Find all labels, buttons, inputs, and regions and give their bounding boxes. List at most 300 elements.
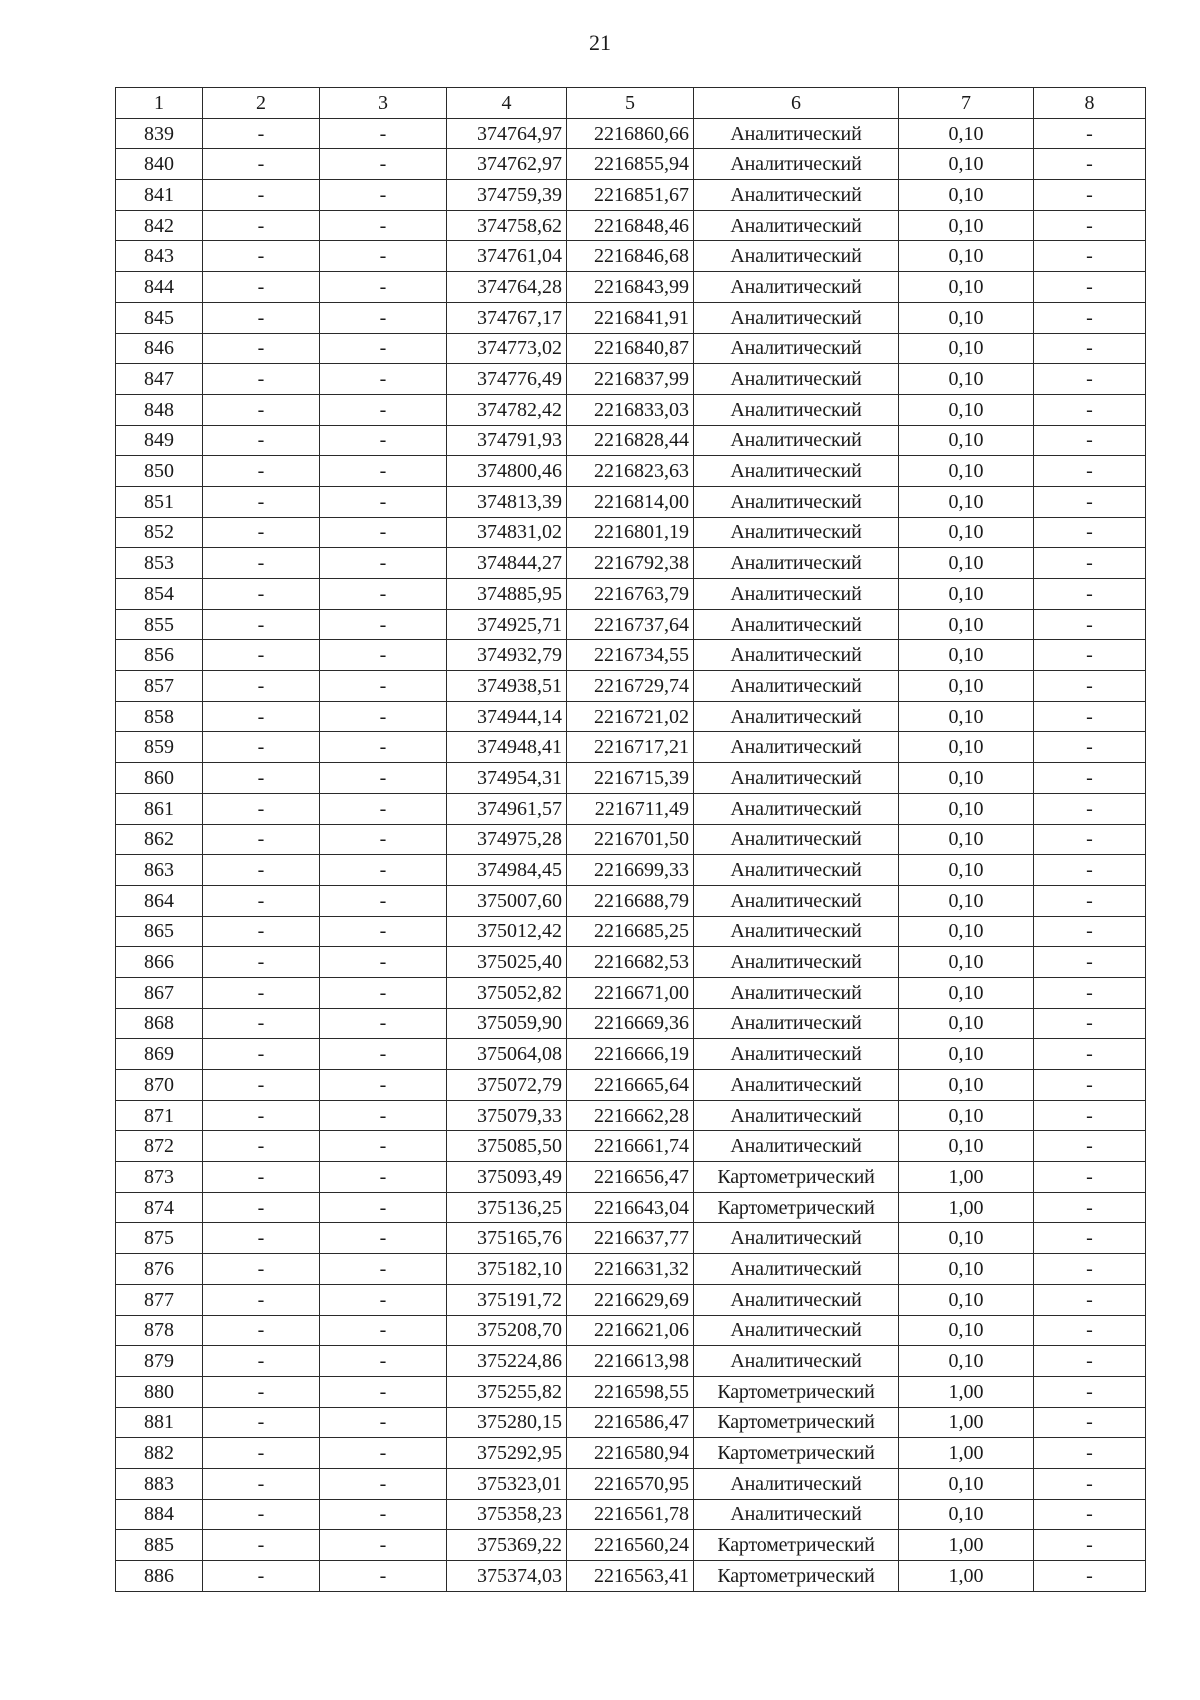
table-row	[116, 272, 1146, 303]
point-number-cell: 841	[116, 180, 203, 211]
col2-cell: -	[203, 394, 320, 425]
point-number-cell: 877	[116, 1284, 203, 1315]
point-number-cell: 869	[116, 1039, 203, 1070]
table-row	[116, 486, 1146, 517]
accuracy-cell: 0,10	[899, 640, 1034, 671]
col2-cell: -	[203, 425, 320, 456]
x-coordinate-cell: 375165,76	[447, 1223, 567, 1254]
col3-cell: -	[320, 456, 447, 487]
x-coordinate-cell: 374800,46	[447, 456, 567, 487]
col3-cell: -	[320, 701, 447, 732]
col8-cell: -	[1034, 1561, 1146, 1592]
col2-cell: -	[203, 885, 320, 916]
table-row	[116, 210, 1146, 241]
accuracy-cell: 0,10	[899, 885, 1034, 916]
col2-cell: -	[203, 640, 320, 671]
col3-cell: -	[320, 210, 447, 241]
method-cell: Картометрический	[694, 1162, 899, 1193]
x-coordinate-cell: 375085,50	[447, 1131, 567, 1162]
y-coordinate-cell: 2216643,04	[567, 1192, 694, 1223]
column-header: 8	[1034, 88, 1146, 119]
table-row	[116, 885, 1146, 916]
table-row	[116, 1346, 1146, 1377]
x-coordinate-cell: 375025,40	[447, 947, 567, 978]
accuracy-cell: 0,10	[899, 1254, 1034, 1285]
table-row	[116, 1284, 1146, 1315]
col8-cell: -	[1034, 763, 1146, 794]
col3-cell: -	[320, 609, 447, 640]
y-coordinate-cell: 2216598,55	[567, 1376, 694, 1407]
col2-cell: -	[203, 118, 320, 149]
col3-cell: -	[320, 1131, 447, 1162]
y-coordinate-cell: 2216669,36	[567, 1008, 694, 1039]
point-number-cell: 855	[116, 609, 203, 640]
accuracy-cell: 0,10	[899, 272, 1034, 303]
x-coordinate-cell: 375369,22	[447, 1530, 567, 1561]
col2-cell: -	[203, 1561, 320, 1592]
page-number: 21	[589, 30, 611, 55]
x-coordinate-cell: 375280,15	[447, 1407, 567, 1438]
table-row	[116, 1100, 1146, 1131]
x-coordinate-cell: 374844,27	[447, 548, 567, 579]
y-coordinate-cell: 2216833,03	[567, 394, 694, 425]
point-number-cell: 867	[116, 977, 203, 1008]
y-coordinate-cell: 2216637,77	[567, 1223, 694, 1254]
point-number-cell: 849	[116, 425, 203, 456]
x-coordinate-cell: 374813,39	[447, 486, 567, 517]
point-number-cell: 845	[116, 302, 203, 333]
y-coordinate-cell: 2216860,66	[567, 118, 694, 149]
table-header-row	[116, 88, 1146, 119]
col2-cell: -	[203, 1284, 320, 1315]
col8-cell: -	[1034, 579, 1146, 610]
x-coordinate-cell: 374961,57	[447, 793, 567, 824]
col2-cell: -	[203, 1315, 320, 1346]
col8-cell: -	[1034, 1100, 1146, 1131]
method-cell: Аналитический	[694, 1131, 899, 1162]
col8-cell: -	[1034, 1162, 1146, 1193]
col8-cell: -	[1034, 210, 1146, 241]
x-coordinate-cell: 374885,95	[447, 579, 567, 610]
accuracy-cell: 0,10	[899, 180, 1034, 211]
accuracy-cell: 1,00	[899, 1438, 1034, 1469]
y-coordinate-cell: 2216570,95	[567, 1468, 694, 1499]
col3-cell: -	[320, 1070, 447, 1101]
col2-cell: -	[203, 763, 320, 794]
point-number-cell: 844	[116, 272, 203, 303]
method-cell: Аналитический	[694, 333, 899, 364]
col3-cell: -	[320, 302, 447, 333]
col8-cell: -	[1034, 1223, 1146, 1254]
point-number-cell: 842	[116, 210, 203, 241]
method-cell: Аналитический	[694, 210, 899, 241]
col8-cell: -	[1034, 1468, 1146, 1499]
method-cell: Аналитический	[694, 640, 899, 671]
point-number-cell: 857	[116, 671, 203, 702]
point-number-cell: 856	[116, 640, 203, 671]
col8-cell: -	[1034, 517, 1146, 548]
method-cell: Аналитический	[694, 118, 899, 149]
col8-cell: -	[1034, 548, 1146, 579]
col3-cell: -	[320, 1530, 447, 1561]
col3-cell: -	[320, 118, 447, 149]
col8-cell: -	[1034, 272, 1146, 303]
table-row	[116, 1499, 1146, 1530]
method-cell: Аналитический	[694, 732, 899, 763]
col3-cell: -	[320, 1346, 447, 1377]
table-row	[116, 302, 1146, 333]
table-body	[116, 118, 1146, 1591]
method-cell: Аналитический	[694, 701, 899, 732]
method-cell: Аналитический	[694, 149, 899, 180]
y-coordinate-cell: 2216715,39	[567, 763, 694, 794]
method-cell: Аналитический	[694, 793, 899, 824]
accuracy-cell: 0,10	[899, 579, 1034, 610]
col3-cell: -	[320, 1039, 447, 1070]
accuracy-cell: 0,10	[899, 302, 1034, 333]
col8-cell: -	[1034, 1376, 1146, 1407]
point-number-cell: 843	[116, 241, 203, 272]
method-cell: Аналитический	[694, 1315, 899, 1346]
accuracy-cell: 0,10	[899, 1100, 1034, 1131]
y-coordinate-cell: 2216801,19	[567, 517, 694, 548]
point-number-cell: 885	[116, 1530, 203, 1561]
table-row	[116, 1561, 1146, 1592]
table-row	[116, 149, 1146, 180]
col2-cell: -	[203, 302, 320, 333]
col2-cell: -	[203, 579, 320, 610]
table-row	[116, 1223, 1146, 1254]
table-row	[116, 1039, 1146, 1070]
col3-cell: -	[320, 732, 447, 763]
col2-cell: -	[203, 1468, 320, 1499]
method-cell: Аналитический	[694, 977, 899, 1008]
method-cell: Аналитический	[694, 486, 899, 517]
table-row	[116, 609, 1146, 640]
x-coordinate-cell: 374782,42	[447, 394, 567, 425]
x-coordinate-cell: 374954,31	[447, 763, 567, 794]
col8-cell: -	[1034, 1131, 1146, 1162]
y-coordinate-cell: 2216656,47	[567, 1162, 694, 1193]
col3-cell: -	[320, 486, 447, 517]
col8-cell: -	[1034, 364, 1146, 395]
table-row	[116, 1407, 1146, 1438]
point-number-cell: 866	[116, 947, 203, 978]
col8-cell: -	[1034, 1070, 1146, 1101]
method-cell: Аналитический	[694, 548, 899, 579]
y-coordinate-cell: 2216561,78	[567, 1499, 694, 1530]
method-cell: Аналитический	[694, 517, 899, 548]
col3-cell: -	[320, 1100, 447, 1131]
accuracy-cell: 0,10	[899, 732, 1034, 763]
table-row	[116, 855, 1146, 886]
x-coordinate-cell: 374831,02	[447, 517, 567, 548]
table-row	[116, 1530, 1146, 1561]
col3-cell: -	[320, 824, 447, 855]
col3-cell: -	[320, 1499, 447, 1530]
y-coordinate-cell: 2216814,00	[567, 486, 694, 517]
col3-cell: -	[320, 548, 447, 579]
x-coordinate-cell: 374764,28	[447, 272, 567, 303]
x-coordinate-cell: 375059,90	[447, 1008, 567, 1039]
col2-cell: -	[203, 180, 320, 211]
point-number-cell: 859	[116, 732, 203, 763]
table-row	[116, 1315, 1146, 1346]
x-coordinate-cell: 375255,82	[447, 1376, 567, 1407]
col3-cell: -	[320, 425, 447, 456]
point-number-cell: 840	[116, 149, 203, 180]
col2-cell: -	[203, 1131, 320, 1162]
accuracy-cell: 0,10	[899, 1008, 1034, 1039]
col3-cell: -	[320, 1407, 447, 1438]
col3-cell: -	[320, 1315, 447, 1346]
accuracy-cell: 0,10	[899, 793, 1034, 824]
x-coordinate-cell: 374944,14	[447, 701, 567, 732]
column-header: 7	[899, 88, 1034, 119]
method-cell: Аналитический	[694, 1223, 899, 1254]
accuracy-cell: 0,10	[899, 1131, 1034, 1162]
col2-cell: -	[203, 1254, 320, 1285]
x-coordinate-cell: 375323,01	[447, 1468, 567, 1499]
accuracy-cell: 0,10	[899, 977, 1034, 1008]
table-row	[116, 1070, 1146, 1101]
col8-cell: -	[1034, 118, 1146, 149]
x-coordinate-cell: 375358,23	[447, 1499, 567, 1530]
method-cell: Аналитический	[694, 394, 899, 425]
col8-cell: -	[1034, 1499, 1146, 1530]
col8-cell: -	[1034, 1254, 1146, 1285]
col3-cell: -	[320, 916, 447, 947]
point-number-cell: 853	[116, 548, 203, 579]
col8-cell: -	[1034, 149, 1146, 180]
y-coordinate-cell: 2216701,50	[567, 824, 694, 855]
col3-cell: -	[320, 241, 447, 272]
point-number-cell: 868	[116, 1008, 203, 1039]
accuracy-cell: 0,10	[899, 824, 1034, 855]
method-cell: Картометрический	[694, 1407, 899, 1438]
table-row	[116, 671, 1146, 702]
col2-cell: -	[203, 1070, 320, 1101]
col2-cell: -	[203, 241, 320, 272]
accuracy-cell: 0,10	[899, 855, 1034, 886]
point-number-cell: 839	[116, 118, 203, 149]
accuracy-cell: 0,10	[899, 916, 1034, 947]
col3-cell: -	[320, 855, 447, 886]
table-row	[116, 1468, 1146, 1499]
col8-cell: -	[1034, 456, 1146, 487]
col3-cell: -	[320, 333, 447, 364]
y-coordinate-cell: 2216841,91	[567, 302, 694, 333]
point-number-cell: 854	[116, 579, 203, 610]
col3-cell: -	[320, 793, 447, 824]
method-cell: Аналитический	[694, 824, 899, 855]
col2-cell: -	[203, 548, 320, 579]
point-number-cell: 880	[116, 1376, 203, 1407]
method-cell: Аналитический	[694, 947, 899, 978]
point-number-cell: 865	[116, 916, 203, 947]
col2-cell: -	[203, 364, 320, 395]
x-coordinate-cell: 374764,97	[447, 118, 567, 149]
x-coordinate-cell: 374975,28	[447, 824, 567, 855]
accuracy-cell: 1,00	[899, 1407, 1034, 1438]
col8-cell: -	[1034, 640, 1146, 671]
table-row	[116, 1438, 1146, 1469]
table-row	[116, 763, 1146, 794]
col2-cell: -	[203, 333, 320, 364]
column-header: 4	[447, 88, 567, 119]
x-coordinate-cell: 374938,51	[447, 671, 567, 702]
y-coordinate-cell: 2216846,68	[567, 241, 694, 272]
col8-cell: -	[1034, 885, 1146, 916]
col3-cell: -	[320, 394, 447, 425]
col8-cell: -	[1034, 1530, 1146, 1561]
y-coordinate-cell: 2216721,02	[567, 701, 694, 732]
table-row	[116, 548, 1146, 579]
col3-cell: -	[320, 1284, 447, 1315]
point-number-cell: 884	[116, 1499, 203, 1530]
col2-cell: -	[203, 855, 320, 886]
x-coordinate-cell: 375182,10	[447, 1254, 567, 1285]
col2-cell: -	[203, 732, 320, 763]
y-coordinate-cell: 2216828,44	[567, 425, 694, 456]
method-cell: Картометрический	[694, 1530, 899, 1561]
accuracy-cell: 0,10	[899, 1039, 1034, 1070]
column-header: 5	[567, 88, 694, 119]
x-coordinate-cell: 374767,17	[447, 302, 567, 333]
x-coordinate-cell: 375064,08	[447, 1039, 567, 1070]
y-coordinate-cell: 2216629,69	[567, 1284, 694, 1315]
x-coordinate-cell: 375292,95	[447, 1438, 567, 1469]
method-cell: Аналитический	[694, 1008, 899, 1039]
table-row	[116, 701, 1146, 732]
column-header: 1	[116, 88, 203, 119]
method-cell: Аналитический	[694, 1468, 899, 1499]
table-row	[116, 1162, 1146, 1193]
point-number-cell: 878	[116, 1315, 203, 1346]
col2-cell: -	[203, 701, 320, 732]
y-coordinate-cell: 2216848,46	[567, 210, 694, 241]
x-coordinate-cell: 375136,25	[447, 1192, 567, 1223]
point-number-cell: 873	[116, 1162, 203, 1193]
accuracy-cell: 0,10	[899, 425, 1034, 456]
col8-cell: -	[1034, 916, 1146, 947]
y-coordinate-cell: 2216613,98	[567, 1346, 694, 1377]
x-coordinate-cell: 375191,72	[447, 1284, 567, 1315]
x-coordinate-cell: 374776,49	[447, 364, 567, 395]
table-row	[116, 1254, 1146, 1285]
y-coordinate-cell: 2216823,63	[567, 456, 694, 487]
accuracy-cell: 0,10	[899, 1315, 1034, 1346]
x-coordinate-cell: 374925,71	[447, 609, 567, 640]
accuracy-cell: 0,10	[899, 517, 1034, 548]
col2-cell: -	[203, 1008, 320, 1039]
accuracy-cell: 1,00	[899, 1376, 1034, 1407]
method-cell: Аналитический	[694, 579, 899, 610]
col3-cell: -	[320, 180, 447, 211]
x-coordinate-cell: 374762,97	[447, 149, 567, 180]
col8-cell: -	[1034, 977, 1146, 1008]
col2-cell: -	[203, 1162, 320, 1193]
accuracy-cell: 0,10	[899, 548, 1034, 579]
x-coordinate-cell: 374791,93	[447, 425, 567, 456]
x-coordinate-cell: 375374,03	[447, 1561, 567, 1592]
y-coordinate-cell: 2216665,64	[567, 1070, 694, 1101]
point-number-cell: 872	[116, 1131, 203, 1162]
col2-cell: -	[203, 916, 320, 947]
method-cell: Аналитический	[694, 1100, 899, 1131]
col2-cell: -	[203, 456, 320, 487]
y-coordinate-cell: 2216631,32	[567, 1254, 694, 1285]
method-cell: Картометрический	[694, 1561, 899, 1592]
col8-cell: -	[1034, 855, 1146, 886]
accuracy-cell: 1,00	[899, 1530, 1034, 1561]
col2-cell: -	[203, 272, 320, 303]
accuracy-cell: 0,10	[899, 118, 1034, 149]
accuracy-cell: 0,10	[899, 333, 1034, 364]
col3-cell: -	[320, 763, 447, 794]
col8-cell: -	[1034, 180, 1146, 211]
x-coordinate-cell: 374948,41	[447, 732, 567, 763]
x-coordinate-cell: 375052,82	[447, 977, 567, 1008]
col2-cell: -	[203, 1346, 320, 1377]
y-coordinate-cell: 2216671,00	[567, 977, 694, 1008]
y-coordinate-cell: 2216729,74	[567, 671, 694, 702]
point-number-cell: 852	[116, 517, 203, 548]
col2-cell: -	[203, 149, 320, 180]
col2-cell: -	[203, 1100, 320, 1131]
x-coordinate-cell: 375093,49	[447, 1162, 567, 1193]
accuracy-cell: 0,10	[899, 1223, 1034, 1254]
col3-cell: -	[320, 885, 447, 916]
accuracy-cell: 0,10	[899, 1499, 1034, 1530]
col2-cell: -	[203, 977, 320, 1008]
y-coordinate-cell: 2216661,74	[567, 1131, 694, 1162]
col8-cell: -	[1034, 302, 1146, 333]
point-number-cell: 870	[116, 1070, 203, 1101]
table-row	[116, 456, 1146, 487]
accuracy-cell: 0,10	[899, 1284, 1034, 1315]
y-coordinate-cell: 2216792,38	[567, 548, 694, 579]
accuracy-cell: 0,10	[899, 456, 1034, 487]
method-cell: Аналитический	[694, 916, 899, 947]
col8-cell: -	[1034, 1315, 1146, 1346]
table-row	[116, 579, 1146, 610]
x-coordinate-cell: 375224,86	[447, 1346, 567, 1377]
col2-cell: -	[203, 1438, 320, 1469]
table-row	[116, 916, 1146, 947]
col3-cell: -	[320, 1008, 447, 1039]
col2-cell: -	[203, 517, 320, 548]
col3-cell: -	[320, 671, 447, 702]
y-coordinate-cell: 2216737,64	[567, 609, 694, 640]
y-coordinate-cell: 2216717,21	[567, 732, 694, 763]
y-coordinate-cell: 2216734,55	[567, 640, 694, 671]
method-cell: Аналитический	[694, 855, 899, 886]
col8-cell: -	[1034, 947, 1146, 978]
table-row	[116, 118, 1146, 149]
x-coordinate-cell: 375007,60	[447, 885, 567, 916]
point-number-cell: 861	[116, 793, 203, 824]
y-coordinate-cell: 2216563,41	[567, 1561, 694, 1592]
col3-cell: -	[320, 1162, 447, 1193]
col8-cell: -	[1034, 1039, 1146, 1070]
point-number-cell: 886	[116, 1561, 203, 1592]
y-coordinate-cell: 2216837,99	[567, 364, 694, 395]
point-number-cell: 851	[116, 486, 203, 517]
accuracy-cell: 0,10	[899, 394, 1034, 425]
table-row	[116, 793, 1146, 824]
column-header: 2	[203, 88, 320, 119]
